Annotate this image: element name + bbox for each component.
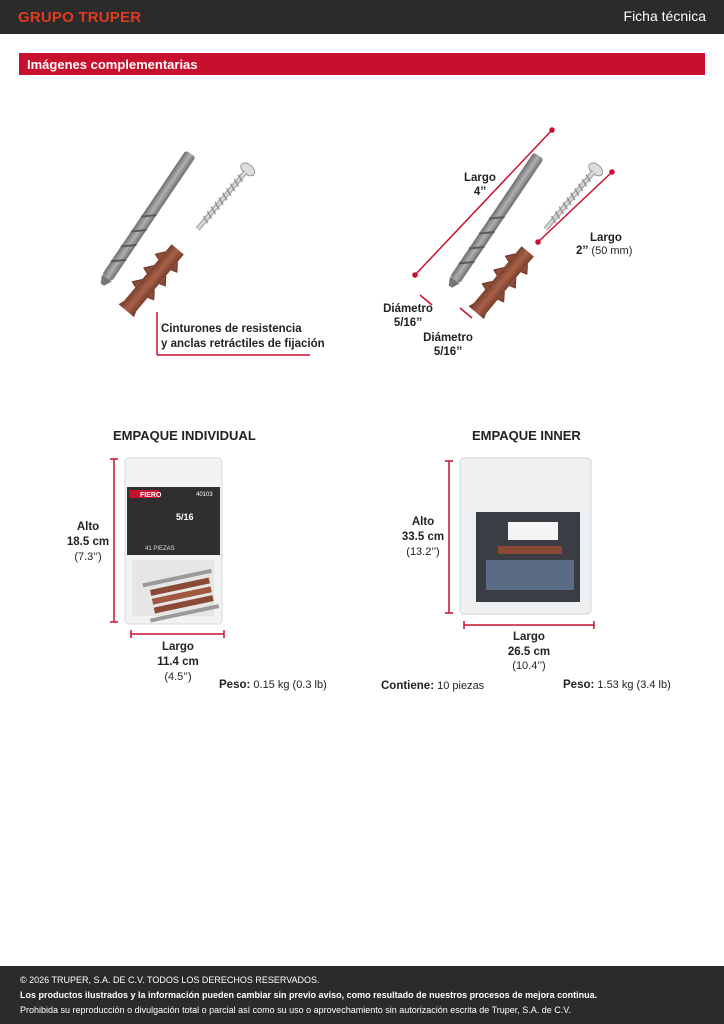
screw-length-label: Largo — [590, 232, 622, 244]
document-type: Ficha técnica — [623, 8, 706, 24]
package-brand: FIERO — [140, 492, 162, 499]
bit-diameter-label: Diámetro — [383, 303, 433, 315]
inner-contents — [381, 680, 484, 692]
individual-weight — [219, 679, 327, 691]
inner-weight-label: Peso: — [563, 679, 595, 691]
inner-package-image — [460, 458, 591, 614]
individual-package-image — [125, 458, 222, 624]
screw-length-row — [576, 245, 632, 257]
inner-height-label: Alto — [411, 516, 435, 528]
section-title: Imágenes complementarias — [27, 57, 198, 72]
bit-length-value: 4’’ — [473, 186, 487, 198]
individual-height-imperial: (7.3’’) — [74, 551, 102, 563]
inner-pack-title: EMPAQUE INNER — [472, 428, 581, 443]
inner-height-imperial: (13.2’’) — [406, 546, 440, 558]
individual-height-value: 18.5 cm — [66, 536, 110, 548]
screw-length-value: 2’’ — [576, 245, 589, 257]
inner-height-value: 33.5 cm — [401, 531, 445, 543]
individual-weight-value: 0.15 kg (0.3 lb) — [253, 679, 327, 691]
inner-length-imperial: (10.4’’) — [512, 660, 546, 672]
bit-length-label: Largo — [464, 172, 496, 184]
individual-height-label: Alto — [76, 521, 100, 533]
dimension-lines — [413, 128, 614, 318]
footer-notice: Los productos ilustrados y la información pueden cambiar sin previo aviso, como resultado de nuestros procesos de mejora continua. — [20, 990, 598, 1000]
callout-line-2: y anclas retráctiles de fijación — [161, 338, 325, 350]
screw-image-dimensioned — [539, 160, 605, 234]
bit-diameter-value: 5/16’’ — [393, 317, 423, 329]
inner-weight — [563, 679, 671, 691]
footer-copyright: © 2026 TRUPER, S.A. DE C.V. TODOS LOS DERECHOS RESERVADOS. — [20, 975, 320, 985]
footer — [0, 966, 724, 1024]
individual-pack-title: EMPAQUE INDIVIDUAL — [113, 428, 256, 443]
screw-length-metric: (50 mm) — [591, 245, 633, 257]
inner-weight-value: 1.53 kg (3.4 lb) — [597, 679, 671, 691]
individual-weight-label: Peso: — [219, 679, 251, 691]
inner-contents-label: Contiene: — [381, 680, 435, 692]
inner-contents-value: 10 piezas — [437, 680, 485, 692]
footer-legal: Prohibida su reproducción o divulgación total o parcial así como su uso o aprovechamiento sin autorización escrita de Truper, S.A. de C.V. — [20, 1005, 571, 1015]
package-count: 41 PIEZAS — [145, 546, 175, 552]
brand-logo: GRUPO TRUPER — [18, 9, 142, 26]
package-code: 40103 — [196, 492, 213, 498]
screw-image — [191, 160, 257, 234]
individual-length-value: 11.4 cm — [157, 656, 199, 668]
inner-length-label: Largo — [513, 631, 545, 643]
individual-length-label: Largo — [162, 641, 194, 653]
anchor-diameter-value: 5/16’’ — [433, 346, 463, 358]
individual-length-imperial: (4.5’’) — [164, 671, 192, 683]
anchor-diameter-label: Diámetro — [423, 332, 473, 344]
callout-line-1: Cinturones de resistencia — [161, 323, 302, 335]
inner-length-value: 26.5 cm — [507, 646, 551, 658]
package-size: 5/16 — [176, 512, 194, 522]
